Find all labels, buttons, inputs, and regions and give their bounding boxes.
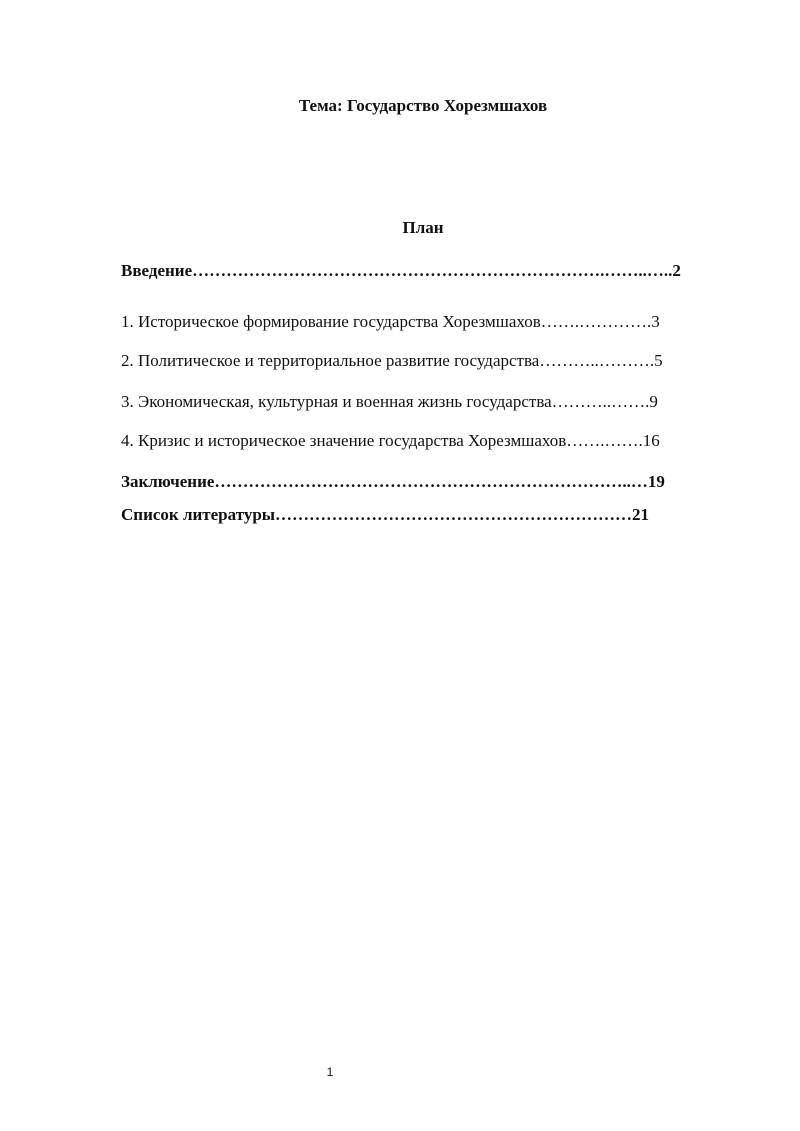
toc-entry-conclusion xyxy=(121,472,723,492)
toc-entry-text: 3. Экономическая, культурная и военная жизнь государства………..…….9 xyxy=(121,392,658,411)
page-number: 1 xyxy=(326,1065,334,1079)
document-title: Тема: Государство Хорезмшахов xyxy=(298,96,548,115)
toc-entry-text: 4. Кризис и историческое значение государства Хорезмшахов…….…….16 xyxy=(121,431,660,450)
toc-entry-introduction xyxy=(121,261,723,281)
toc-entry-text: Заключение………………………………………………………………..…19 xyxy=(121,472,665,491)
toc-entry-text: 1. Историческое формирование государства Хорезмшахов…….………….3 xyxy=(121,312,660,331)
plan-heading: План xyxy=(402,218,444,237)
toc-entry-text: Список литературы………………………………………………………21 xyxy=(121,505,650,524)
toc-entry-text: Введение……………………………………………………………….……..…..2 xyxy=(121,261,681,280)
toc-entry-chapter-1 xyxy=(121,312,723,332)
toc-entry-chapter-4 xyxy=(121,431,723,451)
toc-entry-chapter-2 xyxy=(121,351,723,371)
toc-entry-text: 2. Политическое и территориальное развитие государства………..……….5 xyxy=(121,351,663,370)
toc-entry-bibliography xyxy=(121,505,723,525)
toc-entry-chapter-3 xyxy=(121,392,723,412)
